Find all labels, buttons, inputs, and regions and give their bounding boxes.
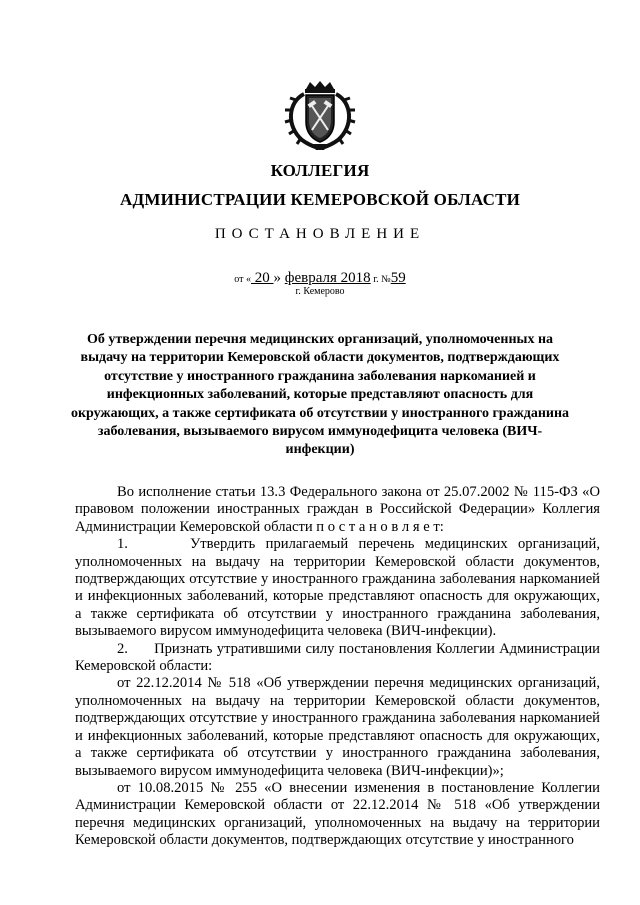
date-day: 20 — [251, 270, 274, 286]
document-title: Об утверждении перечня медицинских организаций, уполномоченных на выдачу на территории Кемеровской области документов, подтверждающих отсутствие у иностранного гражданина заболевания наркоманией и инфекционных заболеваний, которые представляют опасность для окружающих, а также сертификата об отсутствии у иностранного гражданина заболевания, вызываемого вирусом иммунодефицита человека (ВИЧ-инфекции) — [70, 332, 570, 458]
document-date-number — [0, 270, 640, 287]
date-month-year: февраля 2018 — [284, 270, 371, 286]
document-number: 59 — [390, 270, 406, 286]
paragraph-repealed-255: от 10.08.2015 № 255 «О внесении изменения в постановление Коллегии Администрации Кемеровской области от 22.12.2014 № 518 «Об утверждении перечня медицинских организаций, уполномоченных на выдачу на территории Кемеровской области документов, подтверждающих отсутствие у иностранного — [75, 779, 600, 849]
document-body — [75, 484, 600, 850]
city-name: г. Кемерово — [295, 286, 345, 297]
date-prefix: от « — [234, 274, 252, 285]
number-label: г. № — [370, 274, 391, 285]
paragraph-item-1: 1. Утвердить прилагаемый перечень медицинских организаций, уполномоченных на выдачу на территории Кемеровской области документов, подтверждающих отсутствие у иностранного гражданина заболевания наркоманией и инфекционных заболеваний, которые представляют опасность для окружающих, а также сертификата об отсутствии у иностранного гражданина заболевания, вызываемого вирусом иммунодефицита человека (ВИЧ-инфекции). — [75, 536, 600, 640]
organization-name-line2: АДМИНИСТРАЦИИ КЕМЕРОВСКОЙ ОБЛАСТИ — [119, 190, 521, 209]
organization-name-line1: КОЛЛЕГИЯ — [270, 161, 370, 180]
document-type: ПОСТАНОВЛЕНИЕ — [214, 226, 426, 242]
date-mid: » — [273, 270, 285, 286]
paragraph-preamble: Во исполнение статьи 13.3 Федерального закона от 25.07.2002 № 115-ФЗ «О правовом положении иностранных граждан в Российской Федерации» Коллегия Администрации Кемеровской области п о с т а н о в л я е т: — [75, 484, 600, 535]
paragraph-repealed-518: от 22.12.2014 № 518 «Об утверждении перечня медицинских организаций, уполномоченных на выдачу на территории Кемеровской области документов, подтверждающих отсутствие у иностранного гражданина заболевания наркоманией и инфекционных заболеваний, которые представляют опасность для окружающих, а также сертификата об отсутствии у иностранного гражданина заболевания, вызываемого вирусом иммунодефицита человека (ВИЧ-инфекции)»; — [75, 675, 600, 779]
coat-of-arms-emblem — [282, 80, 358, 152]
paragraph-item-2: 2. Признать утратившими силу постановления Коллегии Администрации Кемеровской области: — [75, 640, 600, 675]
